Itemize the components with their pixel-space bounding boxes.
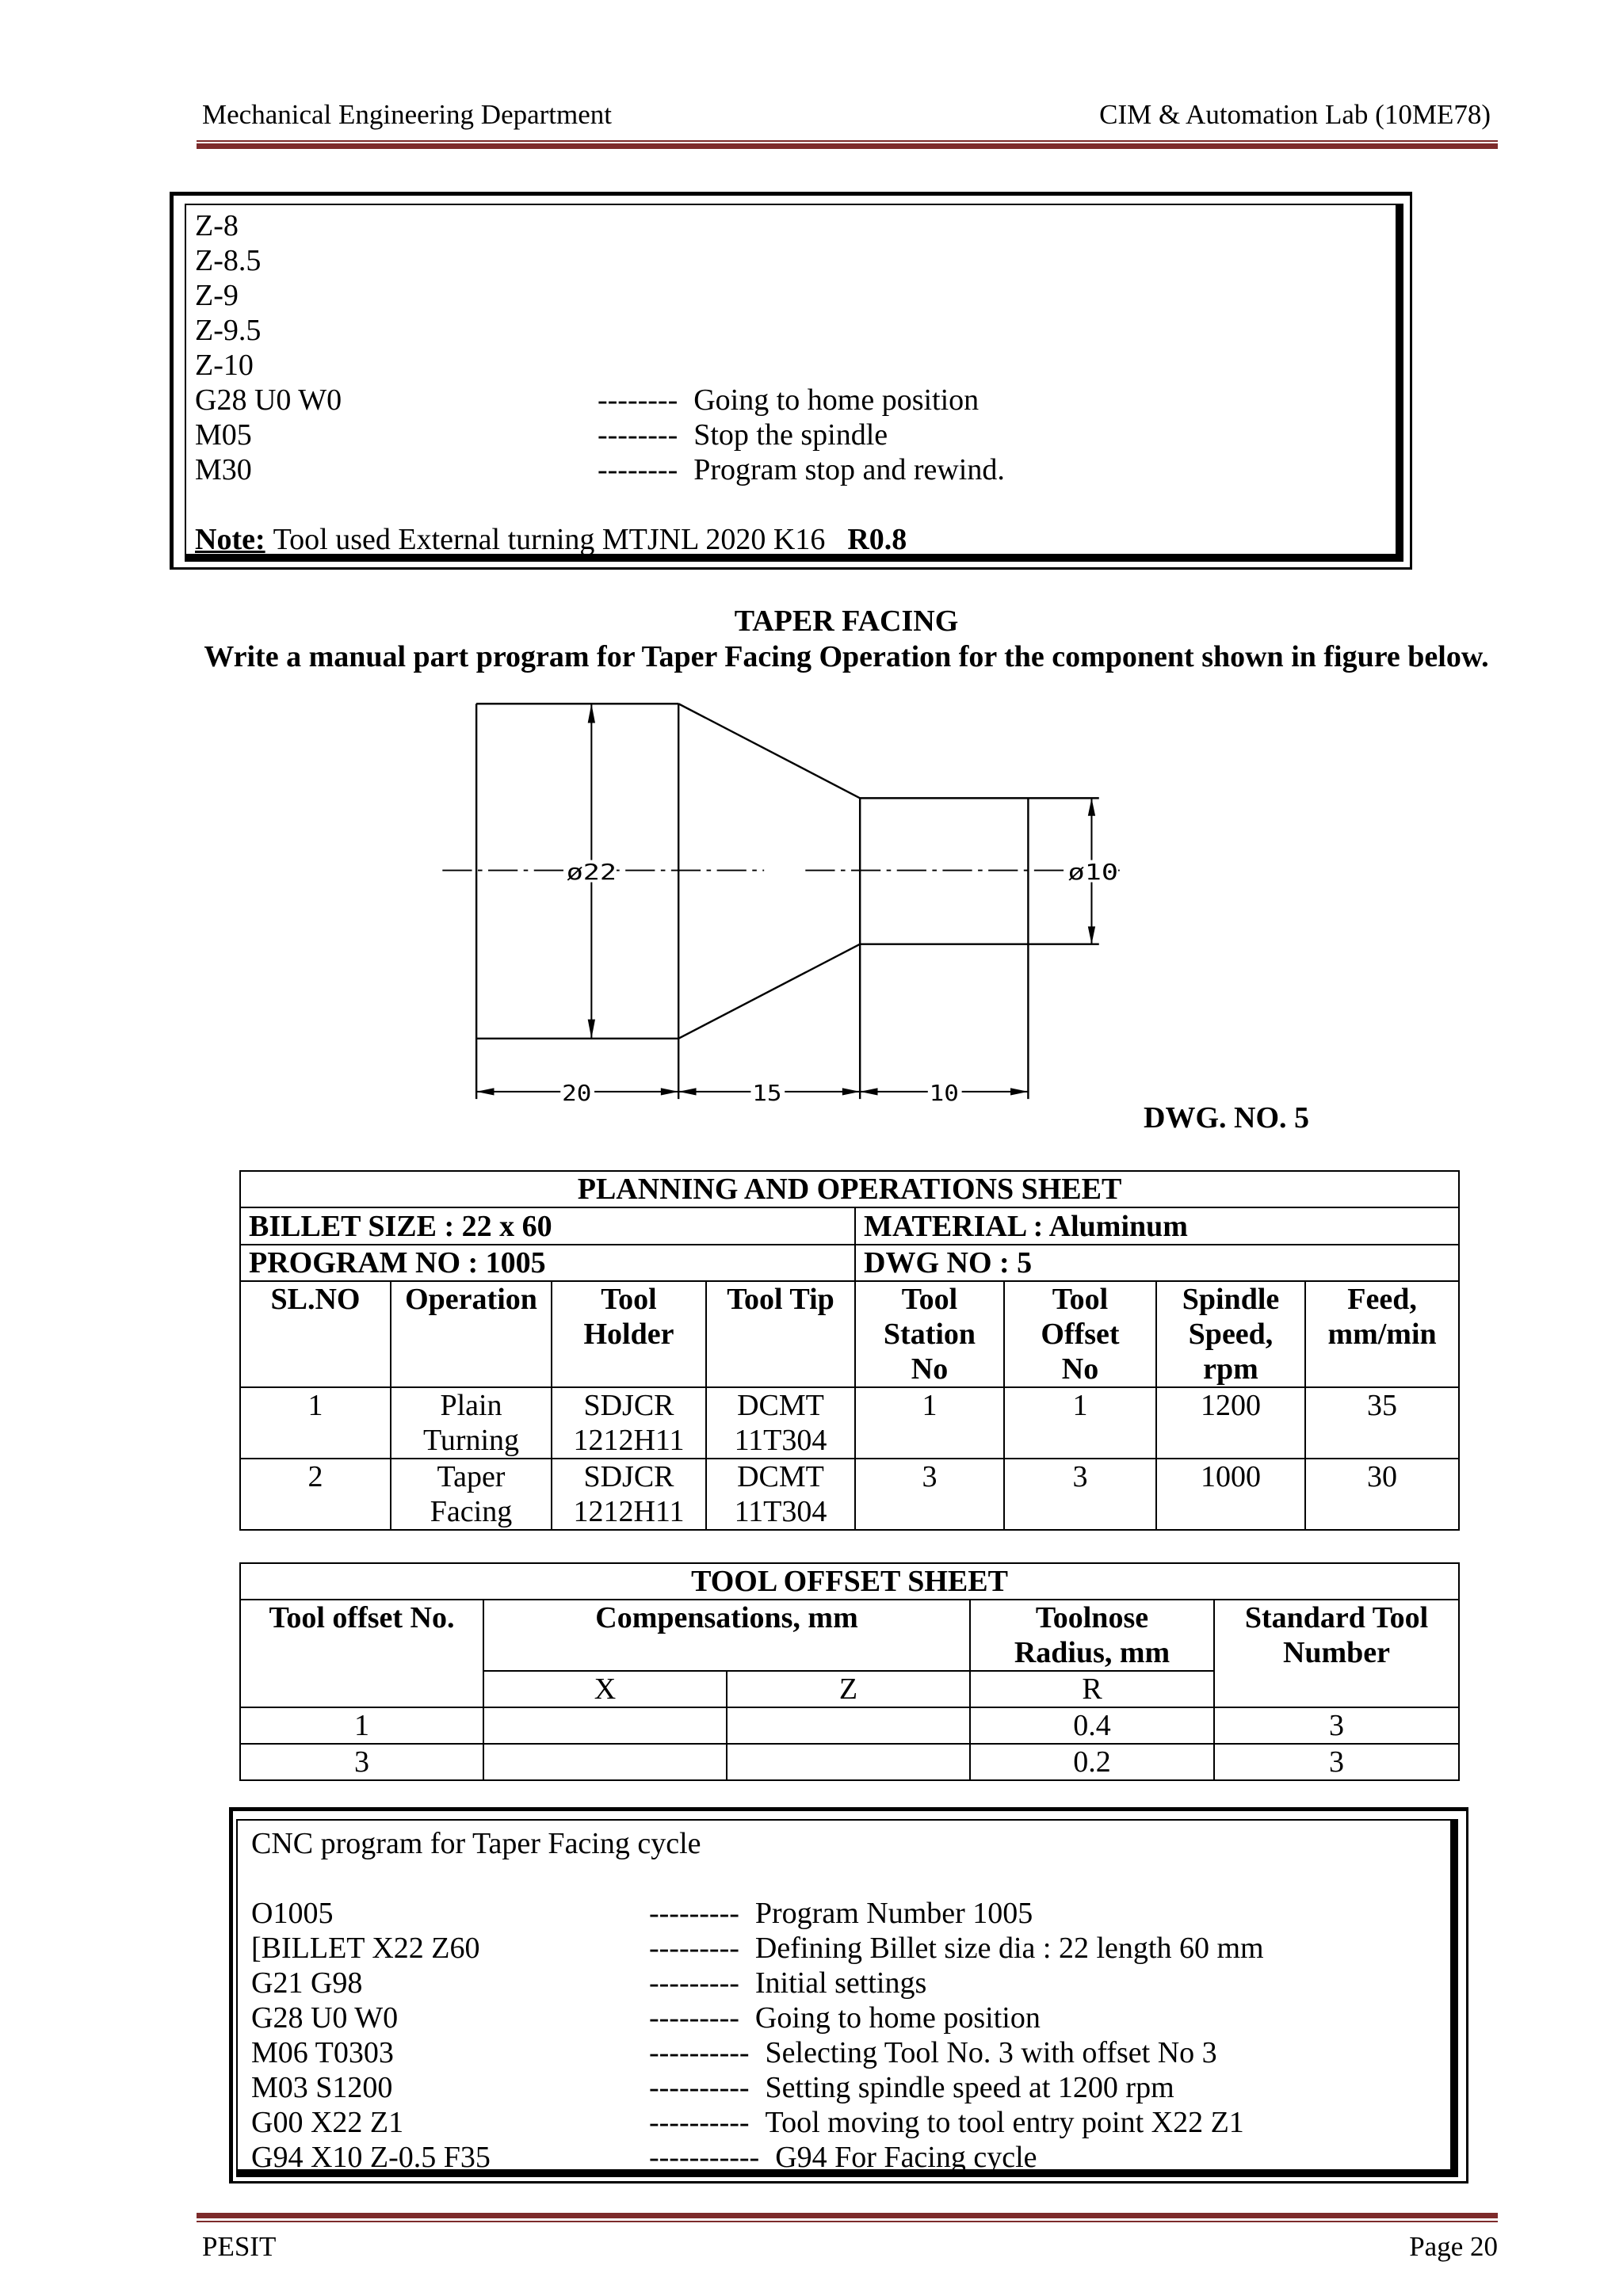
table-row: [240, 1245, 1459, 1281]
cell-operation-text: Taper Facing: [430, 1460, 513, 1528]
table-row: [240, 1707, 1459, 1744]
arrowhead: [588, 704, 595, 723]
cell-offset-no: 3: [240, 1744, 483, 1780]
comment-dashes: ----------: [649, 2106, 750, 2139]
table-row: [240, 1744, 1459, 1780]
program-code: M30: [195, 453, 252, 486]
cell-tool-tip: [706, 1459, 855, 1530]
program-line: [251, 2140, 1264, 2175]
footer-rule-thin: [197, 2221, 1498, 2222]
note-label: Note:: [195, 523, 265, 556]
cell-standard-tool: 3: [1214, 1707, 1459, 1744]
cnc-program-title: [251, 1826, 1264, 1861]
col-tool-offset-label: Tool Offset No: [1041, 1283, 1120, 1386]
program-line: [251, 2035, 1264, 2070]
program-code: [BILLET X22 Z60: [251, 1932, 480, 1965]
comment-dashes: ----------: [649, 2036, 750, 2069]
cell-comp-z: [727, 1707, 970, 1744]
col-tool-tip: Tool Tip: [706, 1281, 855, 1387]
section-title: TAPER FACING: [734, 605, 959, 638]
program-line: [251, 1966, 1264, 2000]
cell-radius: 0.4: [970, 1707, 1214, 1744]
program-code: G21 G98: [251, 1966, 363, 2000]
arrowhead: [588, 1020, 595, 1039]
cell-spindle-speed: 1000: [1156, 1459, 1305, 1530]
program-line: [195, 418, 1005, 452]
cell-tool-holder-text: SDJCR 1212H11: [573, 1460, 685, 1528]
program-line: [195, 208, 1005, 243]
cell-feed: 30: [1305, 1459, 1459, 1530]
program-line: [195, 348, 1005, 383]
program-code: Z-10: [195, 349, 254, 382]
footer-institution: PESIT: [202, 2231, 277, 2262]
program-code: Z-9: [195, 279, 239, 312]
program-line: [251, 2000, 1264, 2035]
cell-tool-tip: [706, 1387, 855, 1459]
cell-tool-tip-text: DCMT 11T304: [734, 1389, 827, 1457]
cell-tool-station: 3: [855, 1459, 1004, 1530]
program-box-continued: [170, 192, 1412, 570]
tool-offset-sheet: [239, 1562, 1460, 1781]
planning-operations-sheet: [239, 1170, 1460, 1531]
table-row: [240, 1171, 1459, 1207]
dimension-arrowheads: [476, 704, 1095, 1095]
program-code: G94 X10 Z-0.5 F35: [251, 2141, 491, 2174]
program-lines: [195, 208, 1005, 557]
cell-tool-offset: 3: [1004, 1459, 1156, 1530]
header-rule-thick: [197, 143, 1498, 149]
arrowhead: [661, 1088, 678, 1095]
arrowhead: [476, 1088, 494, 1095]
col-sl-no: SL.NO: [240, 1281, 391, 1387]
blank-line: [251, 1861, 1264, 1896]
table-row: [240, 1387, 1459, 1459]
comment-dashes: ---------: [649, 1932, 739, 1965]
comment-dashes: -----------: [649, 2141, 760, 2174]
comment-dashes: --------: [598, 418, 678, 452]
program-code: G28 U0 W0: [251, 2001, 399, 2035]
cell-offset-no: 1: [240, 1707, 483, 1744]
dia-22-label: ø22: [566, 858, 617, 885]
program-comment: Setting spindle speed at 1200 rpm: [765, 2071, 1174, 2104]
tool-note: [195, 522, 1005, 557]
comment-dashes: --------: [598, 383, 678, 417]
program-number: PROGRAM NO : 1005: [240, 1245, 855, 1281]
comment-dashes: ---------: [649, 1966, 739, 2000]
program-code: G00 X22 Z1: [251, 2106, 404, 2139]
program-code: Z-8: [195, 209, 239, 242]
cell-operation-text: Plain Turning: [422, 1389, 520, 1457]
col-compensations: Compensations, mm: [483, 1600, 970, 1671]
table-header-row: [240, 1600, 1459, 1671]
dimension-labels: [560, 859, 1118, 1106]
program-line: [251, 1896, 1264, 1931]
cell-tool-holder: [552, 1459, 706, 1530]
table-row: [240, 1459, 1459, 1530]
sub-x: X: [483, 1671, 727, 1707]
comment-dashes: --------: [598, 453, 678, 486]
billet-size: BILLET SIZE : 22 x 60: [240, 1207, 855, 1245]
col-tool-holder-label: Tool Holder: [583, 1283, 674, 1351]
sub-r: R: [970, 1671, 1214, 1707]
cell-comp-x: [483, 1707, 727, 1744]
cell-tool-tip-text: DCMT 11T304: [734, 1460, 827, 1528]
dia-10-label: ø10: [1067, 858, 1118, 885]
program-code: M05: [195, 418, 252, 452]
program-comment: Tool moving to tool entry point X22 Z1: [765, 2106, 1244, 2139]
program-line: [195, 243, 1005, 278]
cell-spindle-speed: 1200: [1156, 1387, 1305, 1459]
cell-tool-holder-text: SDJCR 1212H11: [573, 1389, 685, 1457]
col-feed-label: Feed, mm/min: [1327, 1283, 1437, 1351]
col-tool-station: [855, 1281, 1004, 1387]
comment-dashes: ---------: [649, 2001, 739, 2035]
length-10-label: 10: [929, 1080, 959, 1107]
program-code: M06 T0303: [251, 2036, 394, 2069]
program-line: [195, 383, 1005, 418]
table-header-row: [240, 1281, 1459, 1387]
table-row: [240, 1207, 1459, 1245]
cell-comp-z: [727, 1744, 970, 1780]
program-code: O1005: [251, 1897, 334, 1930]
note-text: Tool used External turning MTJNL 2020 K16: [273, 523, 826, 556]
material: MATERIAL : Aluminum: [855, 1207, 1459, 1245]
program-comment: Stop the spindle: [693, 418, 888, 452]
program-comment: Going to home position: [754, 2001, 1041, 2035]
program-line: [251, 1931, 1264, 1966]
program-comment: Defining Billet size dia : 22 length 60 mm: [754, 1932, 1264, 1965]
col-toolnose-radius-label: Toolnose Radius, mm: [1014, 1601, 1170, 1669]
section-instruction: Write a manual part program for Taper Facing Operation for the component shown in figure below.: [204, 640, 1489, 673]
program-comment: Program stop and rewind.: [693, 453, 1005, 486]
program-code: Z-8.5: [195, 244, 262, 277]
program-comment: Program Number 1005: [754, 1897, 1033, 1930]
cell-operation: [391, 1459, 552, 1530]
large-diameter-section-outline: [476, 704, 678, 1099]
cell-standard-tool: 3: [1214, 1744, 1459, 1780]
col-standard-tool: Standard Tool Number: [1214, 1600, 1459, 1707]
note-radius: R0.8: [847, 523, 907, 556]
cnc-program-title-text: CNC program for Taper Facing cycle: [251, 1827, 701, 1860]
cell-sl-no: 2: [240, 1459, 391, 1530]
length-20-label: 20: [562, 1080, 592, 1107]
program-comment: G94 For Facing cycle: [775, 2141, 1037, 2174]
col-spindle-speed: [1156, 1281, 1305, 1387]
footer-rule-thick: [197, 2213, 1498, 2218]
arrowhead: [1010, 1088, 1028, 1095]
cell-tool-holder: [552, 1387, 706, 1459]
col-tool-holder: [552, 1281, 706, 1387]
cell-operation: [391, 1387, 552, 1459]
cell-tool-station: 1: [855, 1387, 1004, 1459]
cell-radius: 0.2: [970, 1744, 1214, 1780]
col-feed: [1305, 1281, 1459, 1387]
comment-dashes: ----------: [649, 2071, 750, 2104]
arrowhead: [678, 1088, 696, 1095]
program-code: G28 U0 W0: [195, 383, 342, 417]
component-drawing: [435, 693, 1128, 1114]
col-offset-no: Tool offset No.: [240, 1600, 483, 1707]
program-comment: Initial settings: [754, 1966, 927, 2000]
program-line: [195, 452, 1005, 487]
blank-line: [195, 487, 1005, 522]
cell-feed: 35: [1305, 1387, 1459, 1459]
drawing-caption: DWG. NO. 5: [1144, 1101, 1309, 1135]
table-row: [240, 1563, 1459, 1600]
cell-tool-offset: 1: [1004, 1387, 1156, 1459]
program-code: Z-9.5: [195, 314, 262, 347]
header-rule-thin: [197, 140, 1498, 142]
program-comment: Selecting Tool No. 3 with offset No 3: [765, 2036, 1217, 2069]
header-department: Mechanical Engineering Department: [202, 99, 613, 130]
arrowhead: [1088, 926, 1095, 944]
arrowhead: [1088, 798, 1095, 815]
col-tool-offset: [1004, 1281, 1156, 1387]
cell-sl-no: 1: [240, 1387, 391, 1459]
comment-dashes: ---------: [649, 1897, 739, 1930]
cell-comp-x: [483, 1744, 727, 1780]
arrowhead: [842, 1088, 860, 1095]
col-tool-station-label: Tool Station No: [883, 1283, 976, 1386]
sub-z: Z: [727, 1671, 970, 1707]
col-toolnose-radius: [970, 1600, 1214, 1671]
planning-sheet-title: PLANNING AND OPERATIONS SHEET: [240, 1171, 1459, 1207]
arrowhead: [860, 1088, 877, 1095]
footer-page-number: Page 20: [1409, 2231, 1498, 2262]
header-lab: CIM & Automation Lab (10ME78): [1099, 99, 1491, 130]
program-code: M03 S1200: [251, 2071, 393, 2104]
tool-offset-title: TOOL OFFSET SHEET: [240, 1563, 1459, 1600]
program-line: [195, 278, 1005, 313]
small-diameter-section-outline: [860, 798, 1099, 1099]
program-comment: Going to home position: [693, 383, 980, 417]
program-line: [251, 2070, 1264, 2105]
program-line: [251, 2105, 1264, 2140]
cnc-program-box: [229, 1807, 1468, 2183]
length-15-label: 15: [752, 1080, 782, 1107]
cnc-program-lines: [251, 1826, 1264, 2175]
col-operation: Operation: [391, 1281, 552, 1387]
col-spindle-speed-label: Spindle Speed, rpm: [1182, 1283, 1280, 1386]
drawing-number: DWG NO : 5: [855, 1245, 1459, 1281]
program-line: [195, 313, 1005, 348]
